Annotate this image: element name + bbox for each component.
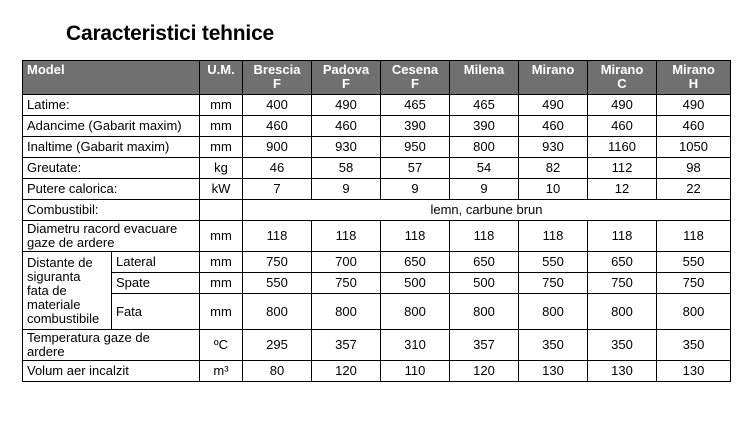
row-unit: mm	[200, 221, 243, 252]
row-unit: mm	[200, 137, 243, 158]
fuel-unit-empty	[200, 200, 243, 221]
header-model-6: Mirano C	[588, 61, 657, 95]
cell: 490	[588, 95, 657, 116]
cell: 110	[381, 361, 450, 382]
cell: 357	[312, 330, 381, 361]
table-row	[23, 116, 731, 137]
cell: 550	[519, 252, 588, 273]
cell: 460	[657, 116, 731, 137]
cell: 350	[657, 330, 731, 361]
cell: 350	[588, 330, 657, 361]
cell: 118	[657, 221, 731, 252]
cell: 82	[519, 158, 588, 179]
row-label: Greutate:	[23, 158, 200, 179]
cell: 460	[312, 116, 381, 137]
cell: 350	[519, 330, 588, 361]
cell: 54	[450, 158, 519, 179]
page-title: Caracteristici tehnice	[66, 22, 275, 45]
cell: 118	[243, 221, 312, 252]
row-label: Adancime (Gabarit maxim)	[23, 116, 200, 137]
cell: 950	[381, 137, 450, 158]
sub-label: Spate	[112, 273, 200, 294]
distances-label: Distante de siguranta fata de materiale combustibile	[23, 252, 112, 330]
cell: 800	[450, 137, 519, 158]
cell: 490	[312, 95, 381, 116]
cell: 57	[381, 158, 450, 179]
cell: 465	[450, 95, 519, 116]
header-model-1: Brescia F	[243, 61, 312, 95]
table-row-flue	[23, 221, 731, 252]
cell: 130	[657, 361, 731, 382]
row-unit: mm	[200, 252, 243, 273]
cell: 22	[657, 179, 731, 200]
cell: 7	[243, 179, 312, 200]
cell: 460	[243, 116, 312, 137]
cell: 550	[243, 273, 312, 294]
row-unit: m³	[200, 361, 243, 382]
cell: 900	[243, 137, 312, 158]
cell: 46	[243, 158, 312, 179]
cell: 750	[588, 273, 657, 294]
cell: 118	[450, 221, 519, 252]
header-um: U.M.	[200, 61, 243, 95]
cell: 357	[450, 330, 519, 361]
cell: 490	[519, 95, 588, 116]
table-row-spate	[23, 273, 731, 294]
row-unit: mm	[200, 95, 243, 116]
cell: 295	[243, 330, 312, 361]
row-unit: mm	[200, 294, 243, 330]
cell: 800	[657, 294, 731, 330]
header-model-7: Mirano H	[657, 61, 731, 95]
table-row-gas-temp	[23, 330, 731, 361]
row-label: Inaltime (Gabarit maxim)	[23, 137, 200, 158]
cell: 930	[312, 137, 381, 158]
row-label: Latime:	[23, 95, 200, 116]
table-row-fuel	[23, 200, 731, 221]
header-model-5: Mirano	[519, 61, 588, 95]
row-unit: mm	[200, 273, 243, 294]
cell: 800	[450, 294, 519, 330]
table-row-fata	[23, 294, 731, 330]
cell: 9	[450, 179, 519, 200]
cell: 800	[381, 294, 450, 330]
header-model: Model	[23, 61, 200, 95]
cell: 120	[450, 361, 519, 382]
cell: 650	[450, 252, 519, 273]
cell: 12	[588, 179, 657, 200]
cell: 750	[243, 252, 312, 273]
cell: 80	[243, 361, 312, 382]
header-model-3: Cesena F	[381, 61, 450, 95]
cell: 98	[657, 158, 731, 179]
cell: 9	[312, 179, 381, 200]
cell: 130	[519, 361, 588, 382]
cell: 700	[312, 252, 381, 273]
cell: 500	[381, 273, 450, 294]
cell: 390	[381, 116, 450, 137]
specs-table	[22, 60, 731, 382]
cell: 550	[657, 252, 731, 273]
row-unit: ºC	[200, 330, 243, 361]
header-model-2: Padova F	[312, 61, 381, 95]
cell: 1050	[657, 137, 731, 158]
sub-label: Lateral	[112, 252, 200, 273]
row-unit: kg	[200, 158, 243, 179]
row-label: Putere calorica:	[23, 179, 200, 200]
row-unit: kW	[200, 179, 243, 200]
cell: 800	[243, 294, 312, 330]
cell: 118	[588, 221, 657, 252]
cell: 750	[312, 273, 381, 294]
cell: 10	[519, 179, 588, 200]
cell: 800	[588, 294, 657, 330]
cell: 460	[519, 116, 588, 137]
cell: 310	[381, 330, 450, 361]
cell: 130	[588, 361, 657, 382]
gas-temp-label: Temperatura gaze de ardere	[23, 330, 200, 361]
cell: 750	[657, 273, 731, 294]
cell: 500	[450, 273, 519, 294]
sub-label: Fata	[112, 294, 200, 330]
header-model-4: Milena	[450, 61, 519, 95]
cell: 650	[381, 252, 450, 273]
table-row	[23, 95, 731, 116]
cell: 120	[312, 361, 381, 382]
table-row	[23, 137, 731, 158]
cell: 460	[588, 116, 657, 137]
cell: 800	[312, 294, 381, 330]
cell: 650	[588, 252, 657, 273]
table-row	[23, 158, 731, 179]
cell: 112	[588, 158, 657, 179]
row-unit: mm	[200, 116, 243, 137]
cell: 465	[381, 95, 450, 116]
cell: 390	[450, 116, 519, 137]
cell: 1160	[588, 137, 657, 158]
fuel-value: lemn, carbune brun	[243, 200, 731, 221]
fuel-label: Combustibil:	[23, 200, 200, 221]
header-row	[23, 61, 731, 95]
cell: 400	[243, 95, 312, 116]
cell: 118	[381, 221, 450, 252]
cell: 118	[519, 221, 588, 252]
cell: 58	[312, 158, 381, 179]
table-row-air-volume	[23, 361, 731, 382]
air-volume-label: Volum aer incalzit	[23, 361, 200, 382]
cell: 9	[381, 179, 450, 200]
cell: 118	[312, 221, 381, 252]
cell: 930	[519, 137, 588, 158]
flue-label: Diametru racord evacuare gaze de ardere	[23, 221, 200, 252]
table-row-lateral	[23, 252, 731, 273]
cell: 800	[519, 294, 588, 330]
cell: 490	[657, 95, 731, 116]
cell: 750	[519, 273, 588, 294]
table-row	[23, 179, 731, 200]
